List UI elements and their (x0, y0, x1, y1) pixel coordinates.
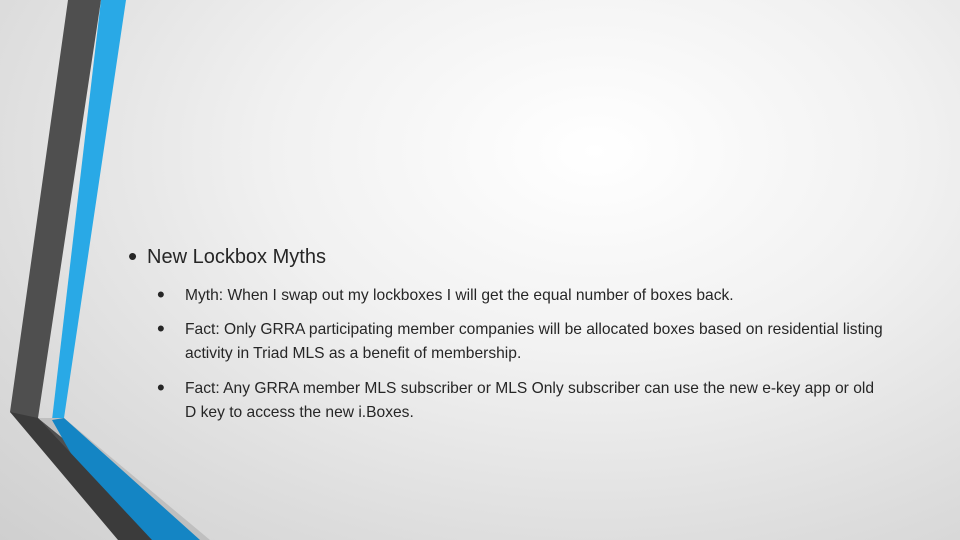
bullet-dot: • (157, 282, 165, 307)
bullet-text-fact-1: Fact: Only GRRA participating member companies will be allocated boxes based on residential listing activity in Triad MLS as a benefit of membership. (185, 321, 883, 362)
bullet-text-myth: Myth: When I swap out my lockboxes I will get the equal number of boxes back. (185, 287, 734, 304)
bullet-dot: • (157, 316, 165, 341)
slide-heading: New Lockbox Myths (147, 246, 326, 268)
heading-bullet-item (128, 241, 326, 271)
bullet-dot: • (157, 375, 165, 400)
list-item (157, 284, 885, 308)
bullet-dot: • (128, 241, 138, 271)
bullet-text-fact-2: Fact: Any GRRA member MLS subscriber or MLS Only subscriber can use the new e-key app or old D key to access the new i.Boxes. (185, 380, 875, 421)
list-item (157, 318, 885, 366)
list-item (157, 377, 885, 425)
